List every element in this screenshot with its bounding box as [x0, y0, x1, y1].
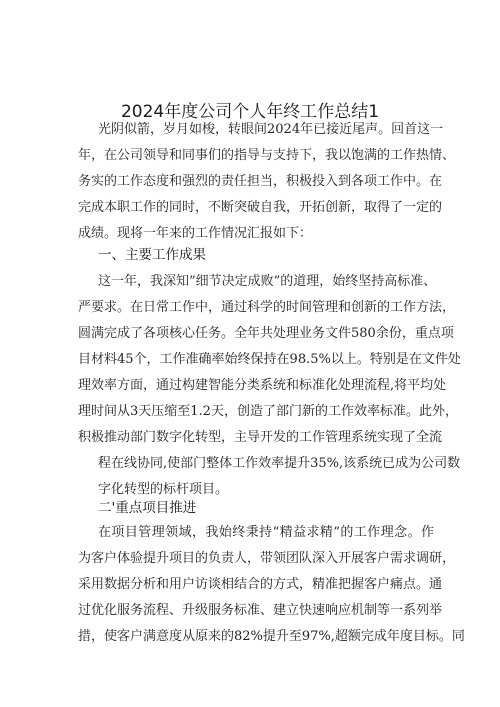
intro-line: 光阴似箭，岁月如梭，转眼间2024年已接近尾声。回首这一: [98, 122, 444, 137]
intro-line: 务实的工作态度和强烈的责任担当，积极投入到各项工作中。在: [78, 174, 443, 189]
document-title: 2024年度公司个人年终工作总结1: [120, 102, 380, 122]
paragraph-line: 在项目管理领域，我始终秉持“精益求精”的工作理念。作: [98, 525, 434, 540]
intro-line: 完成本职工作的同时，不断突破自我，开拓创新，取得了一定的: [78, 200, 443, 215]
paragraph-line: 圆满完成了各项核心任务。全年共处理业务文件580余份，重点项: [78, 326, 454, 341]
paragraph-line: 严要求。在日常工作中，通过科学的时间管理和创新的工作方法，: [78, 300, 456, 315]
intro-paragraph: [78, 117, 456, 247]
paragraph-line: 理效率方面，通过构建智能分类系统和标准化处理流程,将平均处: [78, 378, 447, 393]
paragraph-line: 为客户体验提升项目的负责人，带领团队深入开展客户需求调研，: [78, 551, 456, 566]
section-heading-achievements: 一、主要工作成果: [98, 247, 206, 263]
achievements-paragraph: [78, 269, 461, 503]
paragraph-line: 积极推动部门数字化转型，主导开发的工作管理系统实现了全流: [78, 430, 443, 445]
paragraph-line: 这一年，我深知”细节决定成败”的道理，始终坚持高标准、: [98, 274, 437, 289]
paragraph-line: 过优化服务流程、升级服务标准、建立快速响应机制等一系列举: [78, 603, 443, 618]
paragraph-line: 字化转型的标杆项目。: [98, 482, 229, 497]
paragraph-line: 措，使客户满意度从原来的82%提升至97%,超额完成年度目标。同: [78, 629, 465, 644]
intro-line: 年，在公司领导和同事们的指导与支持下，我以饱满的工作热情、: [78, 148, 456, 163]
intro-line: 成绩。现将一年来的工作情况汇报如下：: [78, 226, 313, 241]
paragraph-line: 程在线协同,使部门整体工作效率提升35%,该系统已成为公司数: [98, 456, 461, 471]
paragraph-line: 采用数据分析和用户访谈相结合的方式，精准把握客户痛点。通: [78, 577, 443, 592]
key-projects-paragraph: [78, 520, 465, 650]
paragraph-line: 理时间从3天压缩至1.2天，创造了部门新的工作效率标准。此外，: [78, 404, 458, 419]
section-heading-key-projects: 二'重点项目推进: [98, 500, 197, 516]
paragraph-line: 目材料45个，工作准确率始终保持在98.5%以上。特别是在文件处: [78, 352, 461, 367]
